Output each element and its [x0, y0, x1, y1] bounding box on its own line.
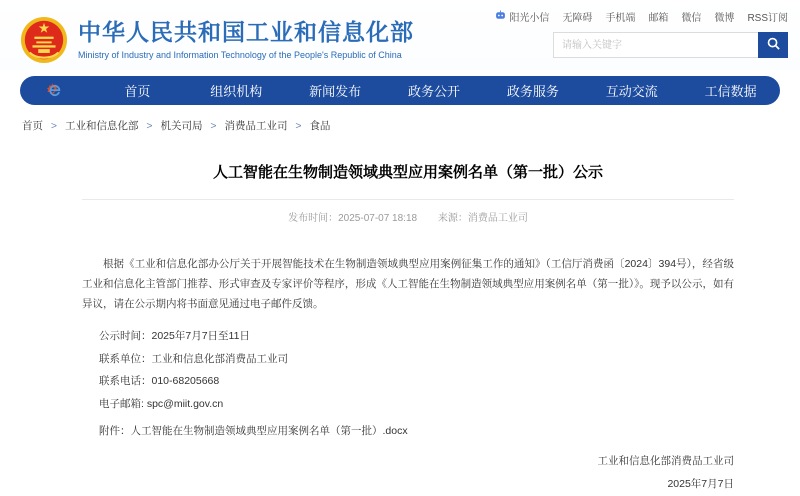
top-link-mobile[interactable]: 手机端 — [605, 13, 636, 24]
info-line-contact-email: 电子邮箱: spc@miit.gov.cn — [99, 397, 224, 410]
search-button[interactable] — [758, 32, 788, 58]
chat-robot-icon — [495, 10, 506, 24]
nav-item-interaction[interactable]: 互动交流 — [605, 84, 658, 99]
signature-date: 2025年7月7日 — [667, 478, 734, 490]
breadcrumb — [22, 118, 800, 133]
site-subtitle: Ministry of Industry and Information Technology of the People's Republic of China — [78, 49, 402, 60]
attachment-label: 附件： — [99, 425, 131, 437]
article-source: 来源：消费品工业司 — [437, 213, 528, 224]
site-header — [0, 0, 800, 70]
top-link-accessibility[interactable]: 无障碍 — [562, 13, 593, 24]
article-title: 人工智能在生物制造领域典型应用案例名单（第一批）公示 — [212, 164, 603, 181]
article-paragraph: 根据《工业和信息化部办公厅关于开展智能技术在生物制造领域典型应用案例征集工作的通知》（工信厅消费函〔2024〕394号），经省级工业和信息化主管部门推荐、形式审查及专家评价等程序，形成《人工智能在生物制造领域典型应用案例名单（第一批）》。现予以公示，如有异议，请在公示期内将书面意见通过电子邮件反馈。 — [82, 258, 734, 310]
signature-org: 工业和信息化部消费品工业司 — [597, 455, 734, 467]
article-meta — [82, 209, 734, 224]
search-input[interactable] — [553, 32, 758, 58]
breadcrumb-food[interactable]: 食品 — [309, 120, 331, 132]
nav-item-organization[interactable]: 组织机构 — [210, 84, 263, 99]
breadcrumb-separator: > — [50, 120, 58, 132]
top-links — [495, 9, 788, 24]
nav-item-miit-data[interactable]: 工信数据 — [704, 84, 757, 99]
site-brand — [20, 10, 414, 70]
breadcrumb-separator: > — [210, 120, 217, 132]
top-link-weibo[interactable]: 微博 — [714, 13, 735, 24]
breadcrumb-separator: > — [295, 120, 302, 132]
breadcrumb-separator: > — [146, 120, 153, 132]
info-line-contact-unit: 联系单位：工业和信息化部消费品工业司 — [99, 352, 288, 365]
meta-divider — [82, 199, 734, 200]
breadcrumb-consumer-goods-dept[interactable]: 消费品工业司 — [224, 120, 288, 132]
nav-item-home[interactable]: 首页 — [124, 84, 151, 99]
nav-item-gov-disclosure[interactable]: 政务公开 — [408, 84, 461, 99]
search-bar — [553, 32, 788, 58]
header-utility-area — [495, 9, 788, 70]
signature-block — [82, 450, 734, 496]
site-title: 中华人民共和国工业和信息化部 — [78, 19, 414, 46]
main-nav — [20, 76, 780, 105]
miit-logo-icon — [20, 80, 88, 101]
top-link-mail[interactable]: 邮箱 — [648, 13, 669, 24]
top-link-label: 阳光小信 — [509, 13, 550, 24]
top-link-rss[interactable]: RSS订阅 — [747, 13, 788, 24]
breadcrumb-departments[interactable]: 机关司局 — [160, 120, 203, 132]
attachment-line — [99, 423, 734, 438]
search-icon — [766, 36, 781, 54]
top-link-yangguang-xiaoxin[interactable] — [495, 9, 549, 24]
breadcrumb-home[interactable]: 首页 — [22, 120, 43, 132]
info-line-public-notice-period: 公示时间：2025年7月7日至11日 — [99, 330, 250, 342]
site-title-block — [78, 20, 414, 59]
article — [82, 161, 734, 496]
info-line-contact-phone: 联系电话：010-68205668 — [99, 375, 220, 387]
nav-item-news[interactable]: 新闻发布 — [309, 84, 362, 99]
national-emblem-icon — [20, 16, 68, 64]
top-link-wechat[interactable]: 微信 — [681, 13, 702, 24]
breadcrumb-miit[interactable]: 工业和信息化部 — [64, 120, 139, 132]
attachment-link[interactable]: 人工智能在生物制造领域典型应用案例名单（第一批）.docx — [130, 425, 408, 437]
nav-item-gov-services[interactable]: 政务服务 — [506, 84, 559, 99]
publish-time: 发布时间：2025-07-07 18:18 — [288, 213, 418, 224]
contact-info-block — [99, 325, 734, 415]
